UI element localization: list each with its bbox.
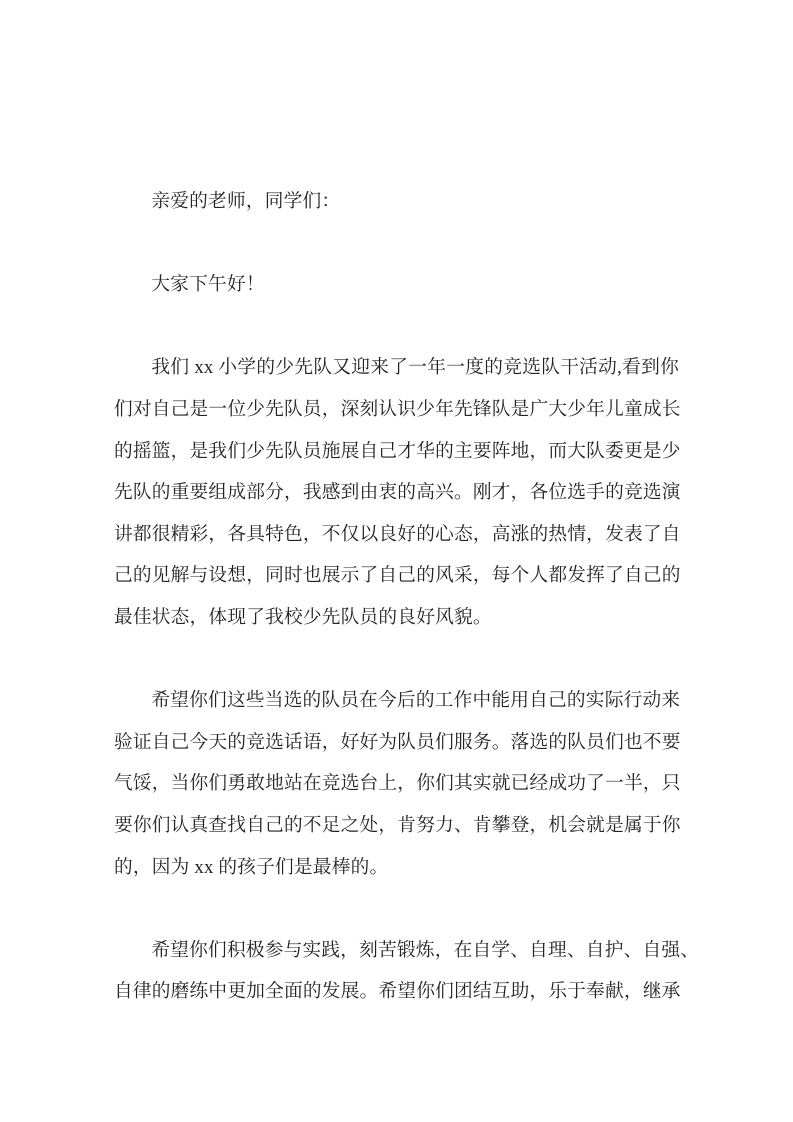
text-line: 讲都很精彩，各具特色，不仅以良好的心态，高涨的热情，发表了自 bbox=[114, 523, 681, 545]
text-line: 自律的磨练中更加全面的发展。希望你们团结互助，乐于奉献，继承 bbox=[114, 981, 681, 1003]
paragraph bbox=[114, 347, 679, 638]
paragraph bbox=[114, 930, 700, 1013]
paragraph bbox=[114, 181, 679, 223]
document-body bbox=[114, 181, 700, 1013]
text-line: 大家下午好！ bbox=[151, 274, 265, 296]
text-line: 验证自己今天的竞选话语，好好为队员们服务。落选的队员们也不要 bbox=[114, 731, 681, 753]
text-line: 气馁，当你们勇敢地站在竞选台上，你们其实就已经成功了一半，只 bbox=[114, 773, 681, 795]
text-line: 希望你们这些当选的队员在今后的工作中能用自己的实际行动来 bbox=[151, 690, 681, 712]
paragraph bbox=[114, 264, 679, 306]
text-line: 我们 xx 小学的少先队又迎来了一年一度的竞选队干活动,看到你 bbox=[151, 357, 679, 379]
text-line: 亲爱的老师，同学们： bbox=[151, 191, 341, 212]
text-line: 最佳状态，体现了我校少先队员的良好风貌。 bbox=[114, 606, 492, 628]
text-line: 先队的重要组成部分，我感到由衷的高兴。刚才，各位选手的竞选演 bbox=[114, 482, 681, 504]
text-line: 的，因为 xx 的孩子们是最棒的。 bbox=[114, 856, 389, 878]
text-line: 的摇篮，是我们少先队员施展自己才华的主要阵地，而大队委更是少 bbox=[114, 440, 681, 462]
text-line: 希望你们积极参与实践，刻苦锻炼，在自学、自理、自护、自强、 bbox=[151, 939, 700, 961]
text-line: 要你们认真查找自己的不足之处，肯努力、肯攀登，机会就是属于你 bbox=[114, 814, 681, 836]
text-line: 们对自己是一位少先队员，深刻认识少年先锋队是广大少年儿童成长 bbox=[114, 398, 681, 420]
text-line: 己的见解与设想，同时也展示了自己的风采，每个人都发挥了自己的 bbox=[114, 565, 681, 587]
paragraph bbox=[114, 680, 679, 888]
